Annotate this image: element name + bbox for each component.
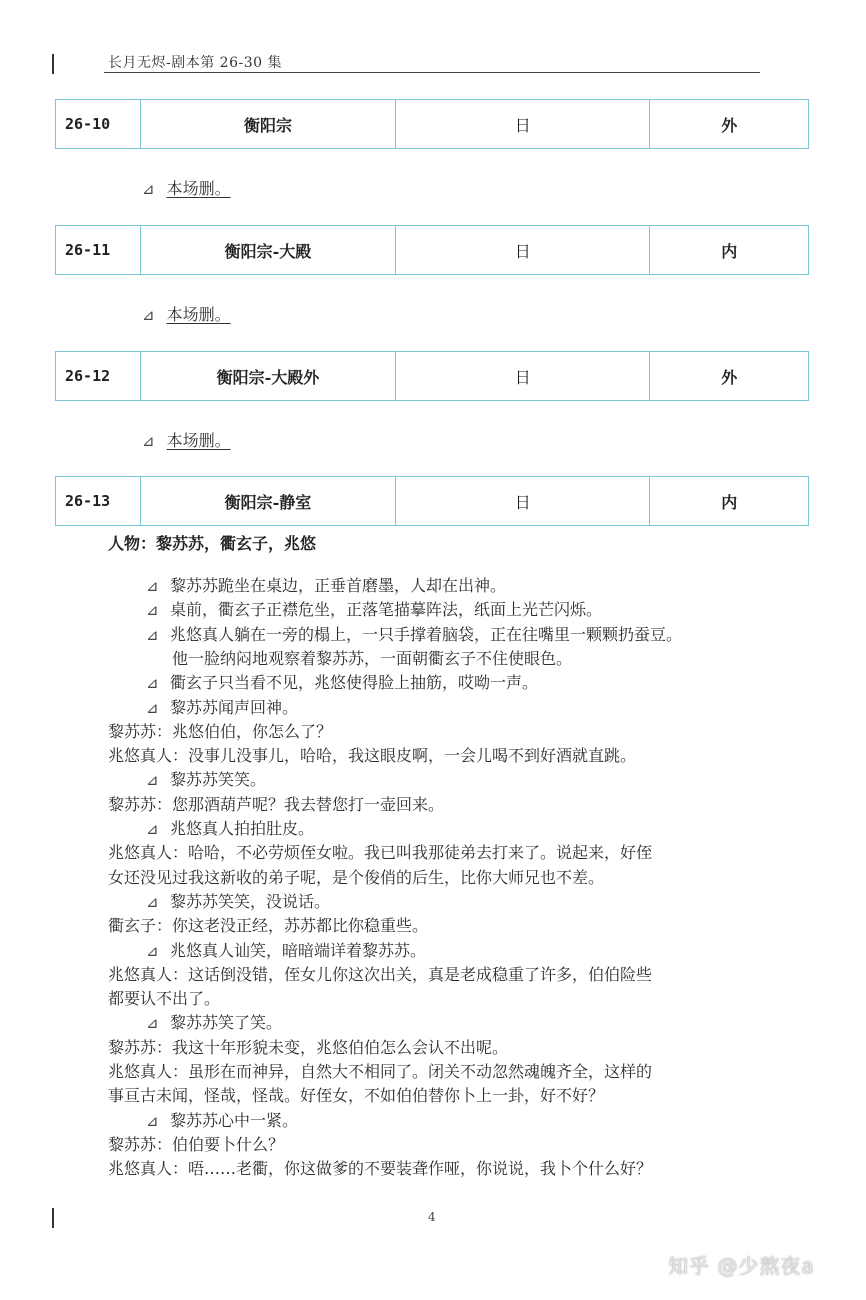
scene-number: 26-11: [56, 226, 141, 274]
action-line: [146, 697, 298, 719]
line-text: 都要认不出了。: [108, 989, 221, 1009]
scene-heading-26-12: [55, 351, 809, 401]
line-text: 衢玄子：你这老没正经，苏苏都比你稳重些。: [108, 916, 429, 936]
line-text: 黎苏苏跪坐在桌边，正垂首磨墨，人却在出神。: [170, 576, 507, 595]
line-text: 兆悠真人：哈哈，不必劳烦侄女啦。我已叫我那徒弟去打来了。说起来，好侄: [108, 843, 653, 863]
triangle-icon: ⊿: [146, 820, 159, 838]
dialogue-line: [108, 867, 604, 889]
watermark: 知乎 @少熬夜a: [668, 1254, 815, 1278]
line-text: 黎苏苏：伯伯要卜什么？: [108, 1134, 285, 1154]
action-line: [146, 599, 602, 621]
line-text: 黎苏苏心中一紧。: [170, 1110, 299, 1130]
triangle-icon: ⊿: [146, 577, 159, 595]
line-text: 兆悠真人躺在一旁的榻上，一只手撑着脑袋，正在往嘴里一颗颗扔蚕豆。: [170, 624, 683, 644]
triangle-icon: ⊿: [146, 941, 159, 960]
action-line: [146, 575, 506, 597]
scene-setting: 内: [721, 241, 738, 261]
scene-note: [142, 176, 231, 199]
scene-note: [142, 428, 231, 451]
dialogue-line: [108, 721, 332, 743]
line-text: 黎苏苏笑了笑。: [170, 1013, 283, 1033]
line-text: 女还没见过我这新收的弟子呢，是个俊俏的后生，比你大师兄也不差。: [108, 867, 605, 887]
triangle-icon: ⊿: [142, 180, 155, 198]
header-title: 长月无烬-剧本第 26-30 集: [108, 55, 282, 71]
action-line: [146, 940, 426, 962]
scene-time: 日: [396, 226, 650, 274]
scene-setting: 外: [721, 115, 738, 135]
dialogue-line: [108, 794, 444, 816]
dialogue-line: [108, 915, 428, 937]
scene-heading-26-11: [55, 225, 809, 275]
line-text: 黎苏苏：兆悠伯伯，你怎么了？: [108, 721, 333, 741]
triangle-icon: ⊿: [146, 625, 159, 644]
scene-number: 26-13: [56, 477, 141, 525]
scene-note: [142, 302, 231, 325]
scene-time: 日: [396, 477, 650, 525]
dialogue-line: [108, 842, 652, 864]
scene-location: 衡阳宗-静室: [141, 477, 396, 525]
scene-note-text: 本场删。: [166, 431, 231, 450]
triangle-icon: ⊿: [146, 674, 159, 693]
line-text: 黎苏苏笑笑，没说话。: [170, 891, 331, 911]
action-line: [172, 648, 572, 670]
scene-heading-26-10: [55, 99, 809, 149]
scene-number: 26-10: [56, 100, 141, 148]
action-line: [146, 769, 266, 791]
header-rule: [104, 72, 760, 73]
triangle-icon: ⊿: [146, 601, 159, 620]
action-line: [146, 1012, 282, 1034]
scene-number: 26-12: [56, 352, 141, 400]
line-text: 衢玄子只当看不见，兆悠使得脸上抽筋，哎呦一声。: [170, 673, 539, 693]
triangle-icon: ⊿: [146, 892, 159, 911]
line-text: 黎苏苏笑笑。: [170, 770, 267, 790]
triangle-icon: ⊿: [146, 771, 159, 790]
dialogue-line: [108, 1061, 652, 1083]
action-line: [146, 1110, 298, 1132]
dialogue-line: [108, 1158, 652, 1180]
triangle-icon: ⊿: [146, 1014, 159, 1033]
scene-note-text: 本场删。: [166, 179, 231, 198]
footer-margin-mark: [52, 1208, 54, 1228]
scene-time: 日: [396, 352, 650, 400]
dialogue-line: [108, 964, 652, 986]
line-text: 兆悠真人讪笑，暗暗端详着黎苏苏。: [170, 940, 427, 960]
dialogue-line: [108, 1134, 284, 1156]
line-text: 黎苏苏：您那酒葫芦呢？我去替您打一壶回来。: [108, 794, 445, 814]
scene-time: 日: [396, 100, 650, 148]
line-text: 兆悠真人：唔……老衢，你这做爹的不要装聋作哑，你说说，我卜个什么好？: [108, 1159, 653, 1179]
triangle-icon: ⊿: [146, 1111, 159, 1130]
line-text: 黎苏苏闻声回神。: [170, 697, 299, 717]
action-line: [146, 818, 314, 840]
line-text: 事亘古未闻，怪哉，怪哉。好侄女，不如伯伯替你卜上一卦，好不好？: [108, 1086, 605, 1106]
dialogue-line: [108, 745, 636, 767]
dialogue-line: [108, 988, 220, 1010]
scene-location: 衡阳宗-大殿: [141, 226, 396, 274]
line-text: 他一脸纳闷地观察着黎苏苏，一面朝衢玄子不住使眼色。: [172, 648, 573, 668]
scene-setting: 内: [721, 492, 738, 512]
scene-location: 衡阳宗-大殿外: [141, 352, 396, 400]
line-text: 兆悠真人：这话倒没错，侄女儿你这次出关，真是老成稳重了许多，伯伯险些: [108, 964, 653, 984]
line-text: 桌前，衢玄子正襟危坐，正落笔描摹阵法，纸面上光芒闪烁。: [170, 600, 603, 620]
dialogue-line: [108, 1085, 604, 1107]
action-line: [146, 624, 682, 646]
triangle-icon: ⊿: [146, 698, 159, 717]
scene-heading-26-13: [55, 476, 809, 526]
triangle-icon: ⊿: [142, 432, 155, 450]
page-number: 4: [428, 1210, 436, 1224]
action-line: [146, 891, 330, 913]
triangle-icon: ⊿: [142, 306, 155, 324]
line-text: 兆悠真人拍拍肚皮。: [170, 819, 315, 838]
scene-setting: 外: [721, 367, 738, 387]
dialogue-line: [108, 1037, 508, 1059]
header-margin-mark: [52, 54, 54, 74]
action-line: [146, 672, 538, 694]
line-text: 兆悠真人：虽形在而神异，自然大不相同了。闭关不动忽然魂魄齐全，这样的: [108, 1062, 653, 1081]
character-list: 人物：黎苏苏，衢玄子，兆悠: [108, 534, 317, 553]
line-text: 兆悠真人：没事儿没事儿，哈哈，我这眼皮啊，一会儿喝不到好酒就直跳。: [108, 746, 637, 766]
scene-note-text: 本场删。: [166, 305, 231, 324]
line-text: 黎苏苏：我这十年形貌未变，兆悠伯伯怎么会认不出呢。: [108, 1037, 509, 1057]
scene-location: 衡阳宗: [141, 100, 396, 148]
